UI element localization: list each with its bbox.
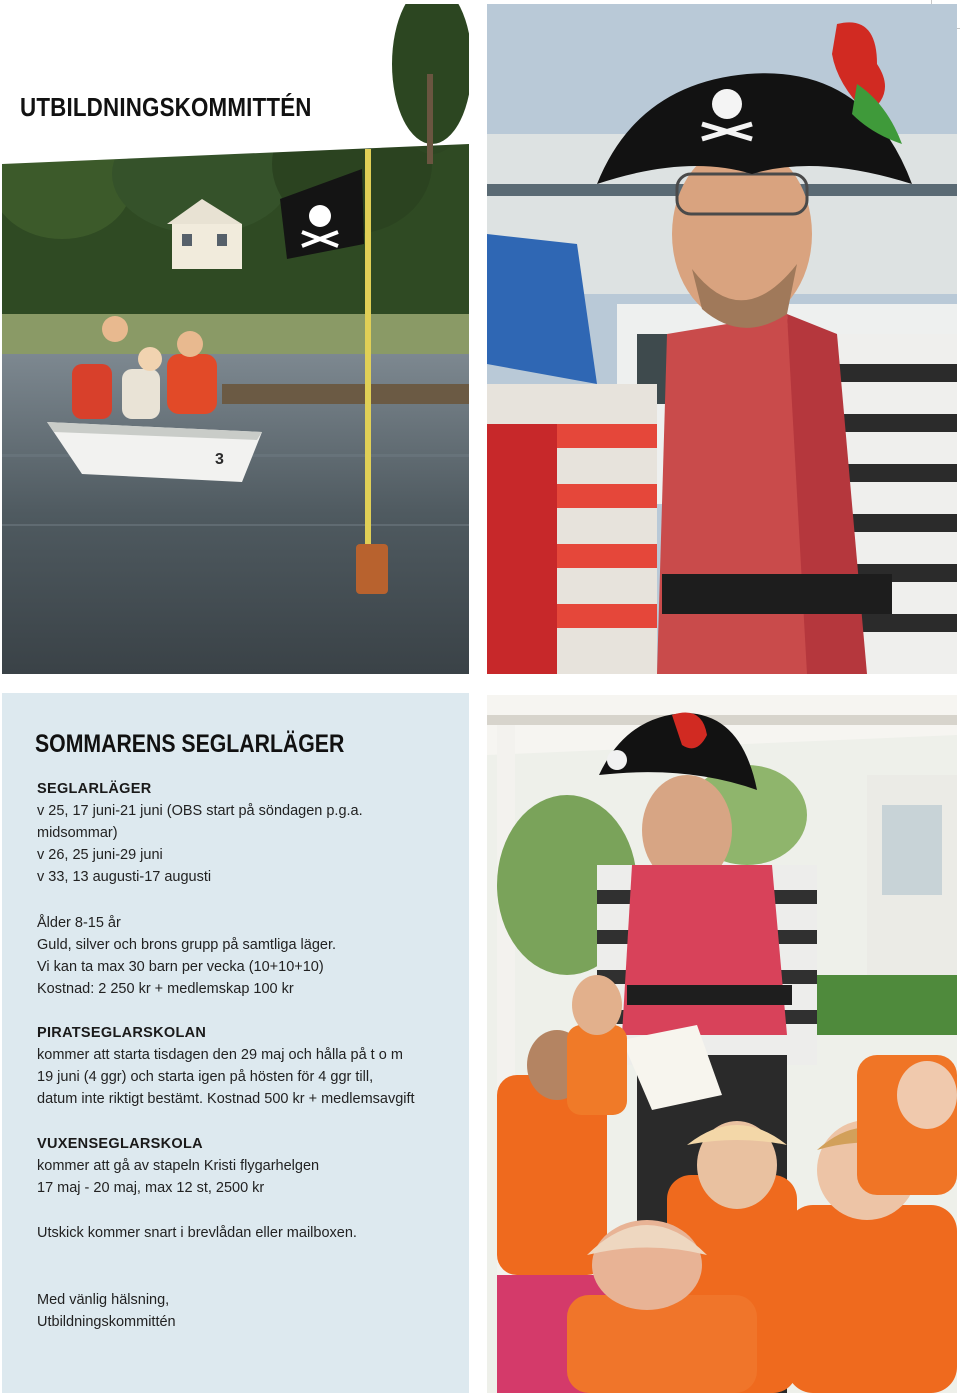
seglarlager-section bbox=[37, 778, 363, 888]
info-line: Vi kan ta max 30 barn per vecka (10+10+10) bbox=[37, 959, 324, 975]
notice-text: Utskick kommer snart i brevlådan eller mailboxen. bbox=[37, 1225, 357, 1241]
info-line: Kostnad: 2 250 kr + medlemskap 100 kr bbox=[37, 981, 294, 997]
vuxenseglarskola-heading: VUXENSEGLARSKOLA bbox=[37, 1136, 203, 1152]
notice-section bbox=[37, 1222, 357, 1244]
info-section bbox=[37, 912, 336, 1000]
seglarlager-line: v 33, 13 augusti-17 augusti bbox=[37, 869, 212, 885]
closing-greeting: Med vänlig hälsning, bbox=[37, 1292, 170, 1308]
pirate-man-photo bbox=[487, 4, 957, 674]
piratseglarskolan-line: kommer att starta tisdagen den 29 maj och hålla på t o m bbox=[37, 1047, 403, 1063]
seglarlager-line: midsommar) bbox=[37, 825, 118, 841]
info-line: Ålder 8-15 år bbox=[37, 915, 121, 931]
seglarlager-line: v 26, 25 juni-29 juni bbox=[37, 847, 163, 863]
closing-signature: Utbildningskommittén bbox=[37, 1314, 176, 1330]
pirate-group-photo bbox=[487, 695, 957, 1393]
info-line: Guld, silver och brons grupp på samtliga läger. bbox=[37, 937, 337, 953]
piratseglarskolan-line: 19 juni (4 ggr) och starta igen på hösten för 4 ggr till, bbox=[37, 1069, 374, 1085]
closing-section bbox=[37, 1289, 176, 1333]
vuxenseglarskola-line: kommer att gå av stapeln Kristi flygarhelgen bbox=[37, 1158, 320, 1174]
svg-text:3: 3 bbox=[215, 451, 224, 468]
seglarlager-line: v 25, 17 juni-21 juni (OBS start på söndagen p.g.a. bbox=[37, 803, 363, 819]
piratseglarskolan-line: datum inte riktigt bestämt. Kostnad 500 kr + medlemsavgift bbox=[37, 1091, 415, 1107]
vuxenseglarskola-section bbox=[37, 1133, 319, 1199]
vuxenseglarskola-line: 17 maj - 20 maj, max 12 st, 2500 kr bbox=[37, 1180, 265, 1196]
piratseglarskolan-section bbox=[37, 1022, 415, 1110]
panel-title: SOMMARENS SEGLARLÄGER bbox=[35, 730, 345, 758]
seglarlager-heading: SEGLARLÄGER bbox=[37, 781, 152, 797]
piratseglarskolan-heading: PIRATSEGLARSKOLAN bbox=[37, 1025, 207, 1041]
page-heading: UTBILDNINGSKOMMITTÉN bbox=[20, 92, 312, 122]
